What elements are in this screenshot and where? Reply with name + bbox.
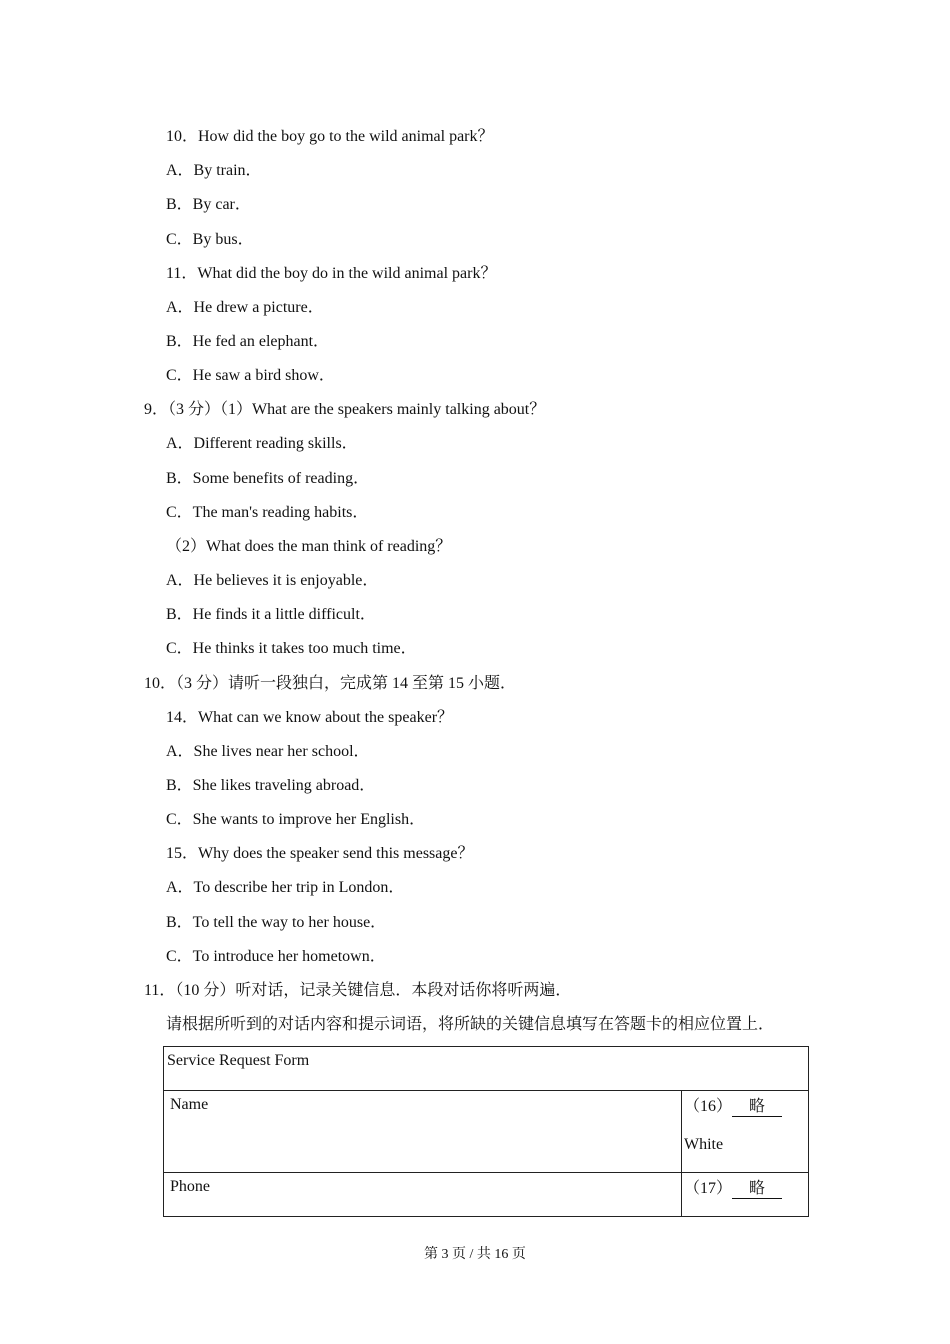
option-c: C．She wants to improve her English． <box>166 811 426 828</box>
table-row <box>164 1173 809 1217</box>
name-label: Name <box>164 1091 682 1173</box>
option-b: B．Some benefits of reading． <box>166 470 370 487</box>
option-b: B．By car． <box>166 196 251 213</box>
question-10-stem: 10．How did the boy go to the wild animal park？ <box>166 128 494 145</box>
question-16-number: （16） <box>684 1098 733 1115</box>
option-a: A．To describe her trip in London． <box>166 879 405 896</box>
option-c: C．To introduce her hometown． <box>166 948 386 965</box>
question-16-answer: 略 <box>732 1098 782 1117</box>
table-row <box>164 1047 809 1091</box>
option-b: B．To tell the way to her house． <box>166 914 387 931</box>
name-suffix: White <box>684 1136 724 1153</box>
option-c: C．The man's reading habits． <box>166 504 369 521</box>
option-a: A．He drew a picture． <box>166 299 324 316</box>
question-11-heading: 11．（10 分）听对话，记录关键信息．本段对话你将听两遍． <box>144 982 572 999</box>
option-b: B．He finds it a little difficult． <box>166 606 376 623</box>
question-14-stem: 14．What can we know about the speaker？ <box>166 709 454 726</box>
option-a: A．He believes it is enjoyable． <box>166 572 379 589</box>
option-b: B．She likes traveling abroad． <box>166 777 376 794</box>
option-a: A．By train． <box>166 162 262 179</box>
question-11-stem: 11．What did the boy do in the wild animal park？ <box>166 265 497 282</box>
question-17-answer: 略 <box>732 1180 782 1199</box>
question-9-heading: 9．（3 分）（1）What are the speakers mainly talking about？ <box>144 401 546 418</box>
phone-label: Phone <box>164 1173 682 1217</box>
option-a: A．Different reading skills． <box>166 435 358 452</box>
table-row <box>164 1091 809 1173</box>
option-c: C．By bus． <box>166 231 254 248</box>
phone-answer-line <box>684 1178 808 1200</box>
instruction-text: 请根据所听到的对话内容和提示词语，将所缺的关键信息填写在答题卡的相应位置上． <box>166 1016 775 1033</box>
name-answer-line <box>684 1096 808 1118</box>
question-10-heading: 10．（3 分）请听一段独白，完成第 14 至第 15 小题． <box>144 675 517 692</box>
question-17-number: （17） <box>684 1180 733 1197</box>
question-9-part-2-stem: （2）What does the man think of reading？ <box>166 538 452 555</box>
question-15-stem: 15．Why does the speaker send this message？ <box>166 845 474 862</box>
phone-answer-cell <box>682 1173 809 1217</box>
option-b: B．He fed an elephant． <box>166 333 330 350</box>
option-a: A．She lives near her school． <box>166 743 370 760</box>
name-answer-cell <box>682 1091 809 1173</box>
page-footer: 第 3 页 / 共 16 页 <box>424 1247 526 1262</box>
option-c: C．He thinks it takes too much time． <box>166 640 417 657</box>
option-c: C．He saw a bird show． <box>166 367 335 384</box>
service-request-form-table <box>163 1046 809 1217</box>
form-title: Service Request Form <box>164 1047 809 1091</box>
